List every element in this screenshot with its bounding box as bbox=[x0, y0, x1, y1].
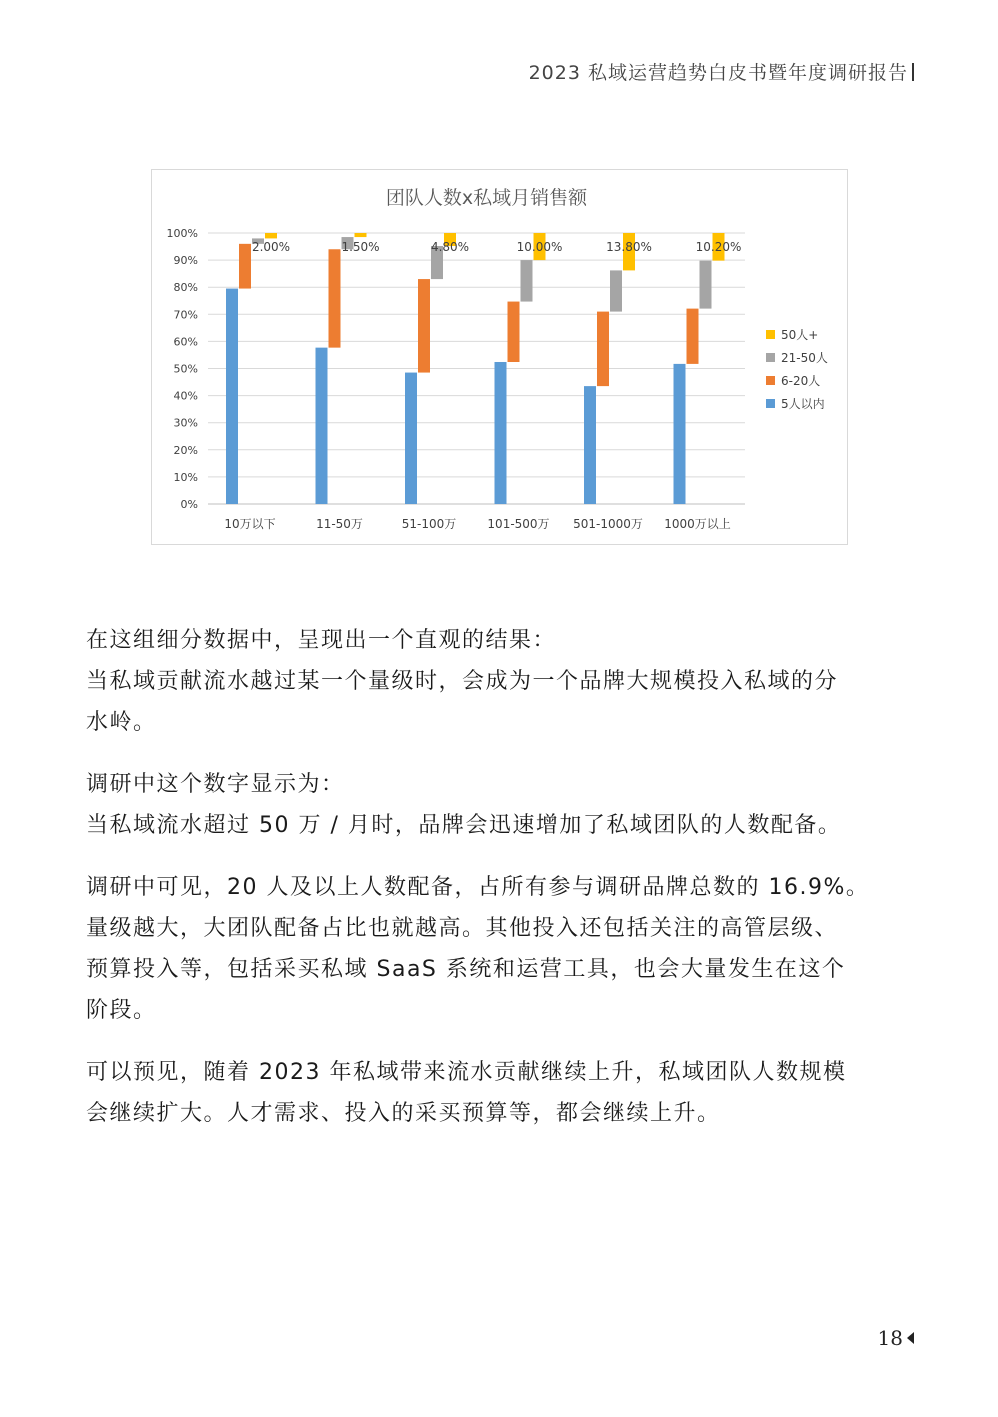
header-divider bbox=[912, 63, 914, 81]
y-tick-label: 70% bbox=[173, 308, 198, 322]
x-tick-label: 101-500万 bbox=[487, 517, 550, 531]
x-tick-label: 51-100万 bbox=[401, 517, 457, 531]
data-label: 4.80% bbox=[430, 240, 470, 254]
text-line: 可以预见，随着 2023 年私域带来流水贡献继续上升，私域团队人数规模 bbox=[86, 1060, 847, 1085]
paragraph-3 bbox=[86, 867, 916, 1031]
bar-segment bbox=[687, 309, 699, 364]
text-line: 预算投入等，包括采买私域 SaaS 系统和运营工具，也会大量发生在这个 bbox=[86, 957, 846, 982]
x-tick-label: 501-1000万 bbox=[573, 517, 643, 531]
bar-segment bbox=[508, 302, 520, 362]
legend-label: 6-20人 bbox=[781, 374, 821, 388]
y-tick-label: 60% bbox=[173, 335, 198, 349]
paragraph-2 bbox=[86, 764, 916, 846]
y-tick-label: 10% bbox=[173, 470, 198, 484]
bar-segment bbox=[597, 312, 609, 387]
bar-segment bbox=[700, 261, 712, 309]
bar-segment bbox=[584, 386, 596, 504]
legend-label: 5人以内 bbox=[781, 397, 825, 411]
legend-swatch bbox=[766, 376, 775, 385]
y-tick-label: 20% bbox=[173, 443, 198, 457]
paragraph-1 bbox=[86, 620, 916, 743]
page-header bbox=[529, 58, 914, 85]
bar-segment bbox=[316, 348, 328, 504]
legend-swatch bbox=[766, 353, 775, 362]
text-line: 水岭。 bbox=[86, 710, 157, 735]
page-number bbox=[878, 1326, 914, 1350]
y-tick-label: 100% bbox=[166, 227, 198, 240]
y-tick-label: 30% bbox=[173, 416, 198, 430]
bar-segment bbox=[674, 364, 686, 504]
data-label: 10.20% bbox=[695, 240, 742, 254]
y-tick-label: 0% bbox=[180, 498, 198, 511]
legend-swatch bbox=[766, 330, 775, 339]
data-label: 1.50% bbox=[341, 240, 380, 254]
bar-segment bbox=[418, 279, 430, 372]
text-line: 在这组细分数据中，呈现出一个直观的结果： bbox=[86, 628, 557, 653]
y-tick-label: 40% bbox=[173, 389, 198, 403]
text-line: 当私域流水超过 50 万 / 月时，品牌会迅速增加了私域团队的人数配备。 bbox=[86, 813, 842, 838]
bar-segment bbox=[239, 244, 251, 289]
text-line: 阶段。 bbox=[86, 998, 157, 1023]
text-line: 调研中这个数字显示为： bbox=[86, 772, 345, 797]
data-label: 13.80% bbox=[606, 240, 652, 254]
legend-label: 50人+ bbox=[781, 328, 819, 342]
chart-container bbox=[151, 169, 848, 545]
x-tick-label: 1000万以上 bbox=[664, 517, 731, 531]
text-line: 当私域贡献流水越过某一个量级时，会成为一个品牌大规模投入私域的分 bbox=[86, 669, 839, 694]
bar-segment bbox=[405, 373, 417, 504]
legend-label: 21-50人 bbox=[781, 351, 828, 365]
page-number-text: 18 bbox=[877, 1326, 903, 1350]
triangle-left-icon bbox=[907, 1332, 914, 1344]
bar-segment bbox=[265, 233, 277, 238]
data-label: 10.00% bbox=[516, 240, 563, 254]
text-line: 量级越大，大团队配备占比也就越高。其他投入还包括关注的高管层级、 bbox=[86, 916, 839, 941]
text-line: 会继续扩大。人才需求、投入的采买预算等，都会继续上升。 bbox=[86, 1101, 721, 1126]
bar-segment bbox=[226, 289, 238, 504]
bar-segment bbox=[610, 270, 622, 311]
data-label: 2.00% bbox=[251, 240, 291, 254]
chart-title: 团队人数x私域月销售额 bbox=[385, 187, 588, 209]
bar-segment bbox=[495, 362, 507, 504]
text-line: 调研中可见，20 人及以上人数配备，占所有参与调研品牌总数的 16.9%。 bbox=[86, 875, 870, 900]
body-text bbox=[86, 620, 916, 1155]
x-tick-label: 10万以下 bbox=[224, 517, 276, 531]
bar-segment bbox=[521, 260, 533, 301]
stacked-bar-chart bbox=[152, 170, 847, 544]
x-tick-label: 11-50万 bbox=[316, 517, 363, 531]
paragraph-4 bbox=[86, 1052, 916, 1134]
bar-segment bbox=[329, 249, 341, 347]
report-title: 2023 私域运营趋势白皮书暨年度调研报告 bbox=[528, 62, 908, 84]
y-tick-label: 80% bbox=[173, 281, 198, 295]
y-tick-label: 50% bbox=[173, 362, 198, 376]
legend-swatch bbox=[766, 399, 775, 408]
y-tick-label: 90% bbox=[173, 254, 198, 268]
bar-segment bbox=[355, 233, 367, 237]
